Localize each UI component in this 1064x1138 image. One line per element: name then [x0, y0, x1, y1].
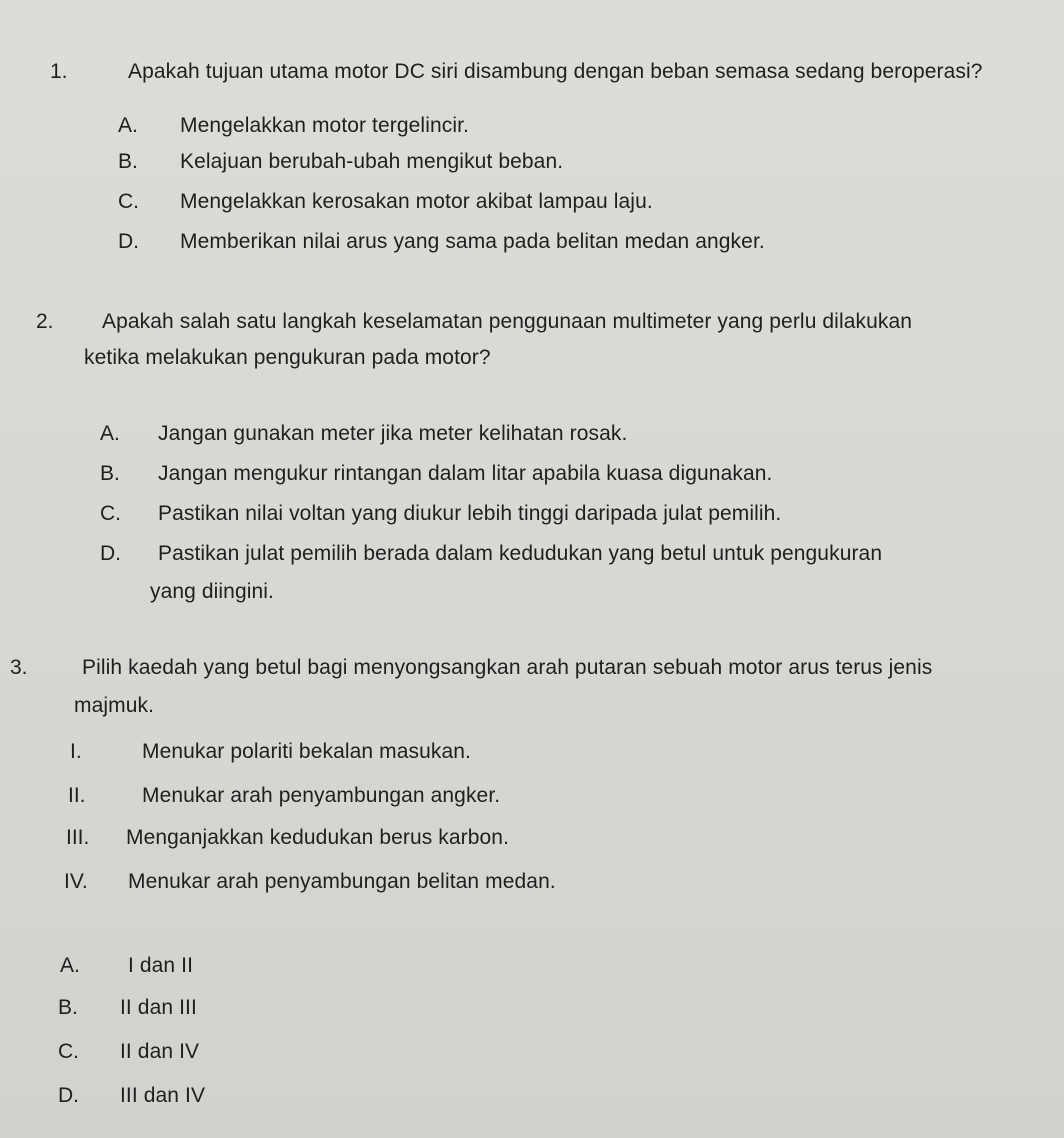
statement-numeral: IV. — [64, 870, 88, 893]
option-text: II dan IV — [120, 1040, 200, 1063]
option-letter: D. — [100, 542, 121, 565]
statement-text: Menukar arah penyambungan belitan medan. — [128, 870, 556, 893]
option-letter: A. — [60, 954, 80, 977]
option-text: Pastikan nilai voltan yang diukur lebih tinggi daripada julat pemilih. — [158, 502, 782, 525]
option-text: Memberikan nilai arus yang sama pada belitan medan angker. — [180, 230, 765, 253]
option-letter: C. — [118, 190, 139, 213]
question-text-line-1: Pilih kaedah yang betul bagi menyongsangkan arah putaran sebuah motor arus terus jenis — [82, 656, 933, 679]
statement-text: Menganjakkan kedudukan berus karbon. — [126, 826, 510, 849]
question-number: 2. — [36, 310, 54, 333]
option-text: Mengelakkan motor tergelincir. — [180, 114, 469, 137]
option-letter: C. — [58, 1040, 79, 1063]
statement-numeral: I. — [70, 740, 82, 763]
option-text: Mengelakkan kerosakan motor akibat lampau laju. — [180, 190, 653, 213]
option-letter: D. — [58, 1084, 79, 1107]
statement-text: Menukar polariti bekalan masukan. — [142, 740, 471, 763]
statement-numeral: II. — [68, 784, 86, 807]
question-number: 1. — [50, 60, 68, 83]
option-letter: C. — [100, 502, 121, 525]
option-text: Jangan gunakan meter jika meter kelihatan rosak. — [158, 422, 628, 445]
statement-text: Menukar arah penyambungan angker. — [142, 784, 501, 807]
option-text-line-1: Pastikan julat pemilih berada dalam kedudukan yang betul untuk pengukuran — [158, 542, 883, 565]
option-letter: B. — [58, 996, 78, 1019]
option-text: III dan IV — [120, 1084, 206, 1107]
option-letter: B. — [100, 462, 120, 485]
option-text: Jangan mengukur rintangan dalam litar apabila kuasa digunakan. — [158, 462, 773, 485]
option-text: II dan III — [120, 996, 197, 1019]
option-letter: B. — [118, 150, 138, 173]
question-text-line-2: ketika melakukan pengukuran pada motor? — [84, 346, 491, 369]
option-text: Kelajuan berubah-ubah mengikut beban. — [180, 150, 564, 173]
option-text: I dan II — [128, 954, 194, 977]
question-text-line-1: Apakah salah satu langkah keselamatan penggunaan multimeter yang perlu dilakukan — [102, 310, 913, 333]
question-text: Apakah tujuan utama motor DC siri disambung dengan beban semasa sedang beroperasi? — [128, 60, 983, 83]
option-letter: A. — [118, 114, 138, 137]
option-text-line-2: yang diingini. — [150, 580, 274, 603]
question-number: 3. — [10, 656, 28, 679]
question-text-line-2: majmuk. — [74, 694, 155, 717]
statement-numeral: III. — [66, 826, 90, 849]
option-letter: A. — [100, 422, 120, 445]
option-letter: D. — [118, 230, 139, 253]
